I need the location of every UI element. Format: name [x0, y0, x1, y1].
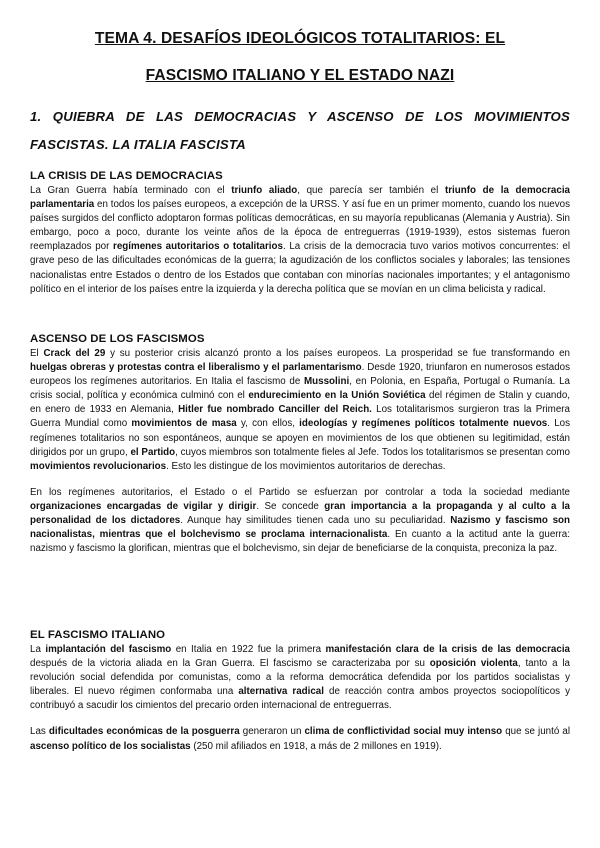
- paragraph: La Gran Guerra había terminado con el triunfo aliado, que parecía ser también el triunfo de la democracia parlamentaria en todos los países europeos, a excepción de la URSS. Y así fue en un primer momento, cuando los nuevos países surgidos del conflicto adoptaron formas políticas democráticas, en su mayoría republicanas (Alemania y Austria). Sin embargo, poco a poco, durante los veinte años de la época de entreguerras (1919-1939), estos sistemas fueron reemplazados por regímenes autoritarios o totalitarios. La crisis de la democracia tuvo varios motivos concurrentes: el grave peso de las dificultades económicas de la guerra; la agudización de los conflictos sociales y laborales; las tensiones nacionalistas entre Estados o dentro de los Estados que contaban con minorías nacionales importantes; y el antagonismo político en el interior de los países entre la izquierda y la derecha política que se movían en un clima belicista y radical.: [30, 185, 570, 295]
- paragraph: La implantación del fascismo en Italia en 1922 fue la primera manifestación clara de la crisis de las democracia después de la victoria aliada en la Gran Guerra. El fascismo se caracterizaba por su oposición violenta, tanto a la revolución social defendida por comunistas, como a la reforma democrática defendida por los partidos socialistas y liberales. El nuevo régimen conformaba una alternativa radical de reacción contra ambos proyectos sociopolíticos y contribuyó a sacudir los cimientos del precario orden internacional de entreguerras.: [30, 644, 570, 712]
- document-title-line-1: TEMA 4. DESAFÍOS IDEOLÓGICOS TOTALITARIOS: EL: [94, 30, 506, 47]
- section-subtitle: 1. QUIEBRA DE LAS DEMOCRACIAS Y ASCENSO DE LOS MOVIMIENTOS FASCISTAS. LA ITALIA FASCISTA: [30, 109, 570, 152]
- section-fascismo-italiano: [30, 628, 570, 754]
- document-title-line-2: FASCISMO ITALIANO Y EL ESTADO NAZI: [145, 67, 455, 84]
- section-ascenso-fascismos: [30, 332, 570, 556]
- section-crisis-democracias: [30, 169, 570, 297]
- paragraph: En los regímenes autoritarios, el Estado o el Partido se esfuerzan por controlar a toda la sociedad mediante organizaciones encargadas de vigilar y dirigir. Se concede gran importancia a la propaganda y al culto a la personalidad de los dictadores. Aunque hay similitudes tienen cada uno su peculiaridad. Nazismo y fascismo son nacionalistas, mientras que el bolchevismo se proclama internacionalista. En cuanto a la actitud ante la guerra: nazismo y fascismo la glorifican, mientras que el bolchevismo, sin dejar de beneficiarse de la conquista, preconiza la paz.: [30, 486, 571, 555]
- paragraph: Las dificultades económicas de la posguerra generaron un clima de conflictividad social muy intenso que se juntó al ascenso político de los socialistas (250 mil afiliados en 1918, a más de 2 millones en 1919).: [30, 726, 570, 752]
- section-heading: LA CRISIS DE LAS DEMOCRACIAS: [30, 170, 223, 182]
- section-heading: ASCENSO DE LOS FASCISMOS: [30, 333, 205, 345]
- paragraph: El Crack del 29 y su posterior crisis alcanzó pronto a los países europeos. La prosperidad se fue transformando en huelgas obreras y protestas contra el liberalismo y el parlamentarismo. Desde 1920, triunfaron en numerosos estados europeos los regímenes autoritarios. En Italia el fascismo de Mussolini, en Polonia, en España, Portugal o Rumanía. La crisis social, política y económica culminó con el endurecimiento en la Unión Soviética del régimen de Stalin y cuando, en enero de 1933 en Alemania, Hitler fue nombrado Canciller del Reich. Los totalitarismos surgieron tras la Primera Guerra Mundial como movimientos de masa y, con ellos, ideologías y regímenes políticos totalmente nuevos. Los regímenes totalitarios no son espontáneos, aunque se apoyen en movimientos de los que obtienen su legitimidad, están dirigidos por un grupo, el Partido, cuyos miembros son totalmente fieles al Jefe. Todos los totalitarismos se presentan como movimientos revolucionarios. Esto les distingue de los movimientos autoritarios de derechas.: [30, 348, 571, 472]
- section-heading: EL FASCISMO ITALIANO: [30, 629, 166, 641]
